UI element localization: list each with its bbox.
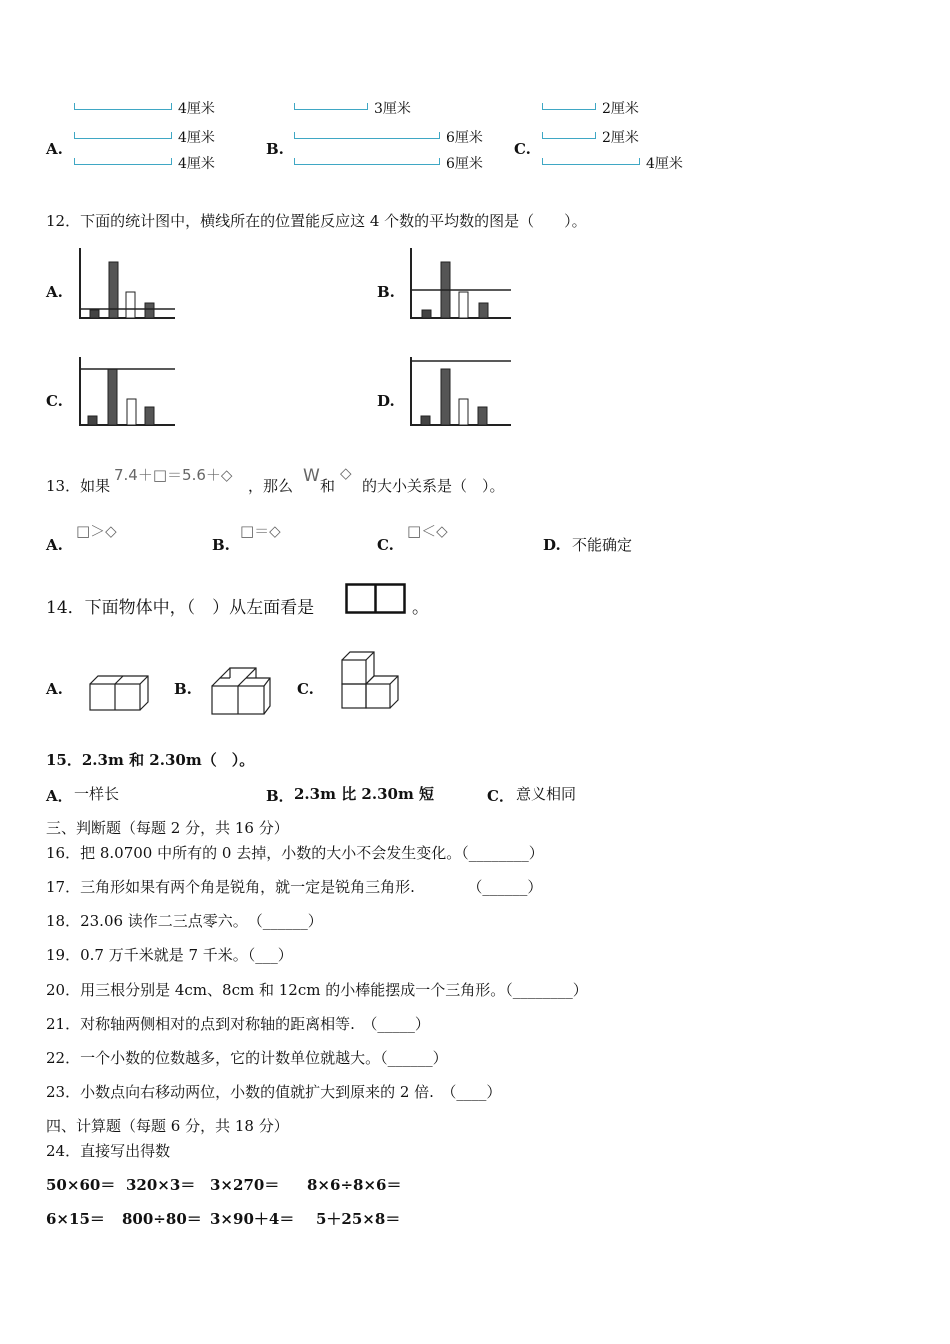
segment-label: 2厘米 (602, 101, 639, 117)
two-square-view-icon (345, 583, 407, 615)
calc-item: 6×15＝ (46, 1210, 105, 1228)
q13-option-c-expr: □＜◇ (407, 522, 448, 540)
segment-label: 4厘米 (178, 156, 215, 172)
q13-option-b-expr: □＝◇ (240, 522, 281, 540)
segment-label: 4厘米 (178, 130, 215, 146)
q24-title: 24．直接写出得数 (46, 1142, 171, 1160)
q14-end: 。 (412, 598, 429, 618)
q15-option-a-text: 一样长 (74, 785, 120, 803)
q15-option-b-label[interactable]: B． (266, 787, 294, 805)
segment (542, 158, 640, 165)
calc-item: 5＋25×8＝ (316, 1210, 401, 1228)
q12-option-b-label[interactable]: B. (377, 283, 395, 301)
q13-option-a-expr: □＞◇ (76, 522, 117, 540)
judgement-item: 18．23.06 读作二三点零六。 （______） (46, 912, 323, 930)
judgement-item: 20．用三根分别是 4cm、8cm 和 12cm 的小棒能摆成一个三角形。（________） (46, 981, 588, 999)
q11-option-c-label[interactable]: C. (514, 140, 531, 158)
segment (74, 132, 172, 139)
q11-option-b-label[interactable]: B. (266, 140, 284, 158)
calc-item: 320×3＝ (126, 1176, 196, 1194)
segment (294, 103, 368, 110)
judgement-item: 22．一个小数的位数越多，它的计数单位就越大。（______） (46, 1049, 448, 1067)
q12-option-c-label[interactable]: C. (46, 392, 63, 410)
segment-label: 3厘米 (374, 101, 411, 117)
segment (294, 132, 440, 139)
segment-label: 2厘米 (602, 130, 639, 146)
calc-item: 8×6÷8×6＝ (307, 1176, 402, 1194)
q13-option-b-label[interactable]: B. (212, 536, 230, 554)
segment (294, 158, 440, 165)
bar-chart-b (409, 246, 514, 322)
segment (74, 103, 172, 110)
cube-shape-b (208, 666, 272, 718)
q14-option-b-label[interactable]: B. (174, 680, 192, 698)
q13-equation: 7.4＋□＝5.6＋◇ (114, 466, 233, 484)
segment-label: 4厘米 (178, 101, 215, 117)
q15-option-c-text: 意义相同 (516, 785, 577, 803)
q15-option-b-text: 2.3m 比 2.30m 短 (294, 785, 435, 803)
q15-text: 15．2.3m 和 2.30m（ ）。 (46, 751, 255, 769)
q13-w: W (303, 466, 320, 486)
cube-shape-c (338, 650, 400, 712)
calc-item: 3×90＋4＝ (210, 1210, 295, 1228)
q13-prefix: 13．如果 (46, 477, 111, 495)
judgement-item: 16．把 8.0700 中所有的 0 去掉，小数的大小不会发生变化。（________） (46, 844, 544, 862)
q15-option-c-label[interactable]: C． (487, 787, 514, 805)
segment-label: 6厘米 (446, 156, 483, 172)
q11-option-a-label[interactable]: A. (46, 140, 63, 158)
q13-option-d-label[interactable]: D. (543, 536, 561, 554)
calc-item: 50×60＝ (46, 1176, 116, 1194)
judgement-item: 21．对称轴两侧相对的点到对称轴的距离相等. （_____） (46, 1015, 430, 1033)
judgement-item: 19．0.7 万千米就是 7 千米。（___） (46, 946, 293, 964)
q13-he: 和 (320, 477, 336, 495)
section-4-heading: 四、计算题（每题 6 分，共 18 分） (46, 1117, 289, 1135)
segment (542, 132, 596, 139)
segment (74, 158, 172, 165)
segment (542, 103, 596, 110)
bar-chart-c (78, 355, 178, 429)
bar-chart-a (78, 246, 178, 322)
q13-option-c-label[interactable]: C. (377, 536, 394, 554)
q12-option-a-label[interactable]: A. (46, 283, 63, 301)
section-3-heading: 三、判断题（每题 2 分，共 16 分） (46, 819, 289, 837)
segment-label: 6厘米 (446, 130, 483, 146)
segment-label: 4厘米 (646, 156, 683, 172)
cube-shape-a (86, 672, 148, 714)
q12-option-d-label[interactable]: D. (377, 392, 395, 410)
q14-option-c-label[interactable]: C. (297, 680, 314, 698)
calc-item: 3×270＝ (210, 1176, 280, 1194)
q12-text: 12．下面的统计图中，横线所在的位置能反应这 4 个数的平均数的图是（ ）。 (46, 212, 587, 230)
judgement-item: 17．三角形如果有两个角是锐角，就一定是锐角三角形. （______） (46, 878, 543, 896)
q15-option-a-label[interactable]: A． (46, 787, 73, 805)
calc-item: 800÷80＝ (122, 1210, 202, 1228)
q14-text: 14．下面物体中，（ ）从左面看是 (46, 598, 315, 618)
q13-middle: ，那么 (248, 477, 294, 495)
q14-option-a-label[interactable]: A. (46, 680, 63, 698)
judgement-item: 23．小数点向右移动两位，小数的值就扩大到原来的 2 倍. （____） (46, 1083, 502, 1101)
bar-chart-d (409, 355, 514, 429)
q13-option-a-label[interactable]: A. (46, 536, 63, 554)
q13-suffix: 的大小关系是（ ）。 (362, 477, 505, 495)
q13-option-d-text: 不能确定 (572, 536, 633, 554)
q13-diamond: ◇ (340, 464, 352, 482)
